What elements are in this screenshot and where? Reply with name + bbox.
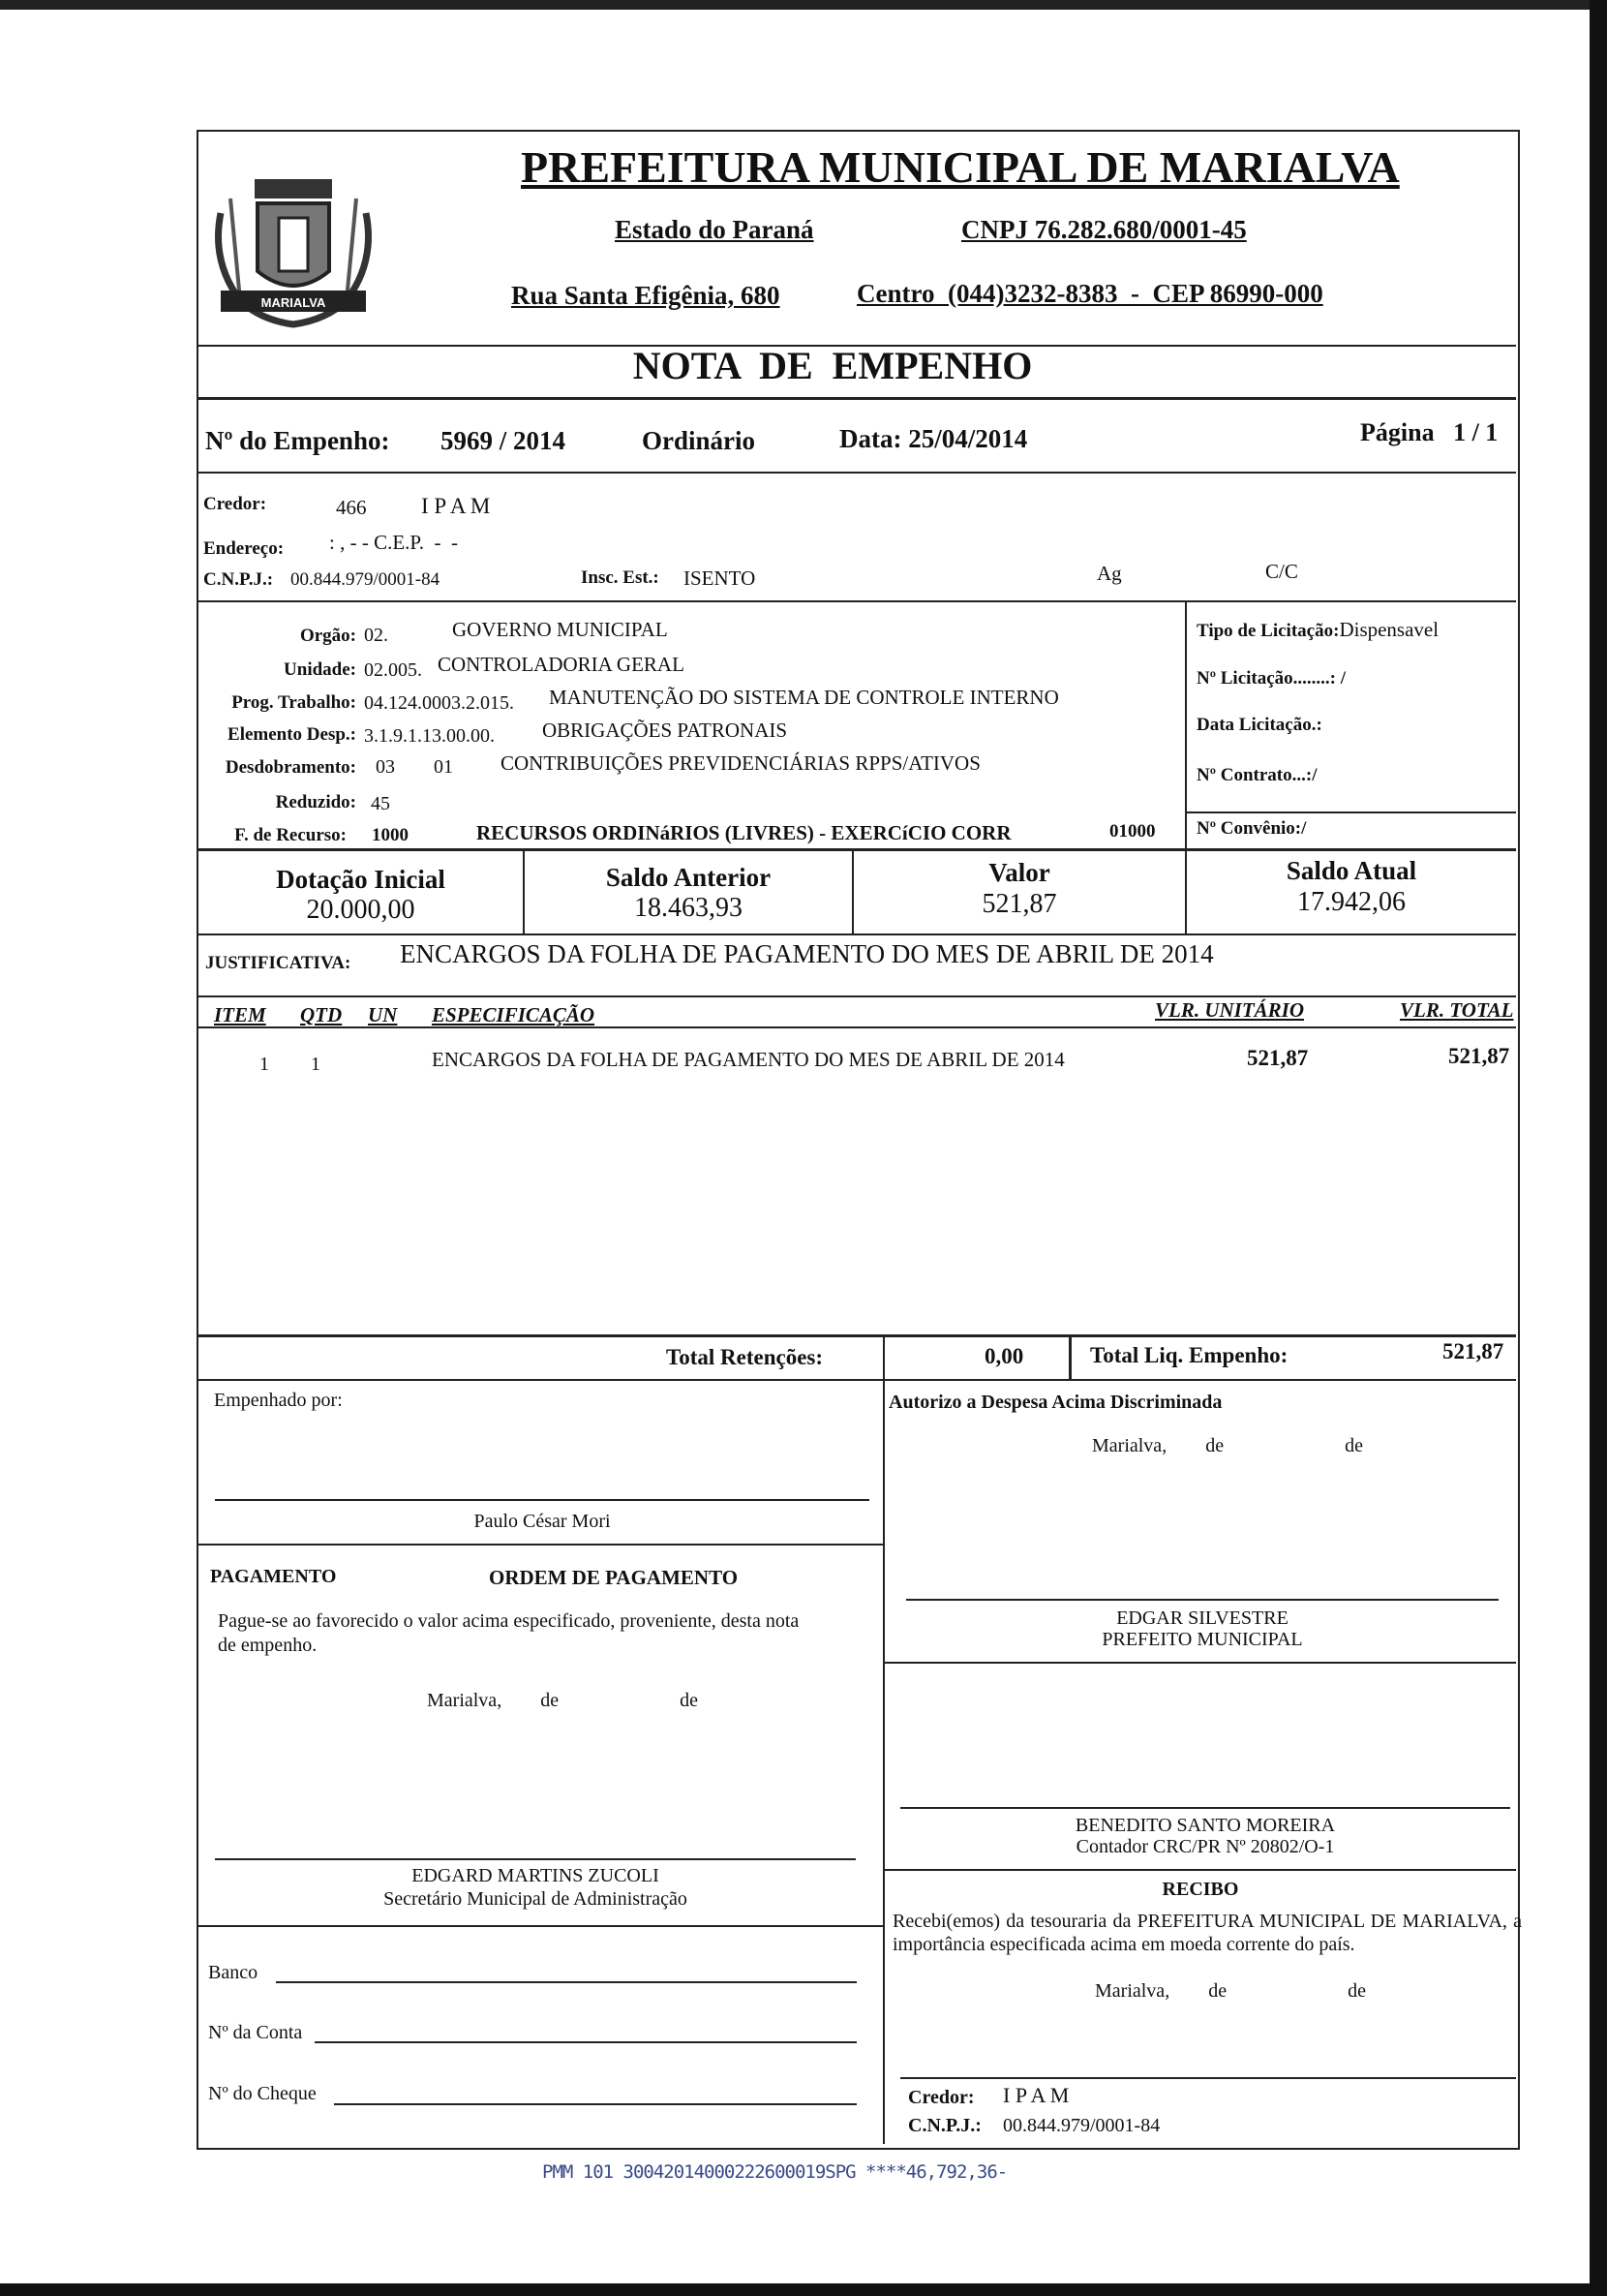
saldo-atual-label: Saldo Atual — [1286, 856, 1417, 885]
municipality-title: PREFEITURA MUNICIPAL DE MARIALVA — [521, 142, 1400, 192]
divider — [198, 397, 1516, 400]
total-retencoes-label: Total Retenções: — [666, 1345, 824, 1369]
secretario-name: EDGARD MARTINS ZUCOLI — [411, 1865, 659, 1886]
banco-field[interactable] — [276, 1981, 857, 1983]
orgao-desc: GOVERNO MUNICIPAL — [452, 618, 668, 641]
secretario-role: Secretário Municipal de Administração — [383, 1888, 687, 1910]
licitacao-inner-line — [1185, 811, 1516, 813]
recurso-number: 01000 — [1109, 821, 1156, 842]
cheque-label: Nº do Cheque — [208, 2083, 317, 2104]
recibo-credor-name: I P A M — [1003, 2083, 1070, 2107]
scan-edge-top — [0, 0, 1607, 10]
table-header-line — [198, 1026, 1516, 1028]
orgao-label: Orgão: — [299, 626, 356, 646]
prefeito-name: EDGAR SILVESTRE — [1116, 1607, 1289, 1629]
divider — [198, 995, 1516, 997]
ag-label: Ag — [1097, 562, 1122, 585]
prog-label: Prog. Trabalho: — [231, 692, 356, 713]
signature-line — [900, 2077, 1516, 2079]
unidade-desc: CONTROLADORIA GERAL — [438, 653, 684, 676]
recibo-cnpj-value: 00.844.979/0001-84 — [1003, 2115, 1161, 2136]
row-qtd: 1 — [311, 1054, 320, 1075]
unidade-label: Unidade: — [284, 659, 356, 680]
desdobramento-code1: 03 — [376, 756, 395, 778]
credor-label: Credor: — [203, 494, 267, 514]
page-number: Página 1 / 1 — [1360, 418, 1499, 446]
endereco-label: Endereço: — [203, 538, 285, 559]
divider — [198, 848, 1516, 851]
desdobramento-code2: 01 — [434, 756, 453, 778]
scan-edge-right — [1590, 0, 1607, 2296]
tipo-licitacao-label — [1197, 618, 1439, 642]
recibo-credor-label: Credor: — [908, 2087, 975, 2108]
bank-auth-stamp: PMM 101 30042014000222600019SPG ****46,792,36- — [542, 2161, 1008, 2183]
conta-field[interactable] — [315, 2041, 857, 2043]
row-spec: ENCARGOS DA FOLHA DE PAGAMENTO DO MES DE ABRIL DE 2014 — [432, 1048, 1065, 1071]
insc-label: Insc. Est.: — [581, 567, 659, 588]
row-total-value: 521,87 — [1448, 1044, 1510, 1068]
empenhado-name: Paulo César Mori — [473, 1511, 611, 1532]
recibo-title: RECIBO — [1162, 1879, 1239, 1900]
reduzido-label: Reduzido: — [275, 792, 356, 812]
saldo-atual-value: 17.942,06 — [1297, 887, 1406, 917]
cheque-field[interactable] — [334, 2103, 857, 2105]
recibo-place-date: Marialva, de de — [1095, 1980, 1366, 2002]
credor-address: : , - - C.E.P. - - — [329, 531, 458, 554]
recurso-code: 1000 — [372, 825, 409, 845]
credor-cnpj: 00.844.979/0001-84 — [290, 569, 440, 590]
empenho-number: 5969 / 2014 — [440, 426, 566, 455]
orgao-code: 02. — [364, 625, 388, 646]
col-qtd: QTD — [300, 1003, 343, 1026]
divider — [883, 1662, 1516, 1664]
address: Rua Santa Efigênia, 680 — [511, 281, 780, 310]
divider — [198, 1334, 1516, 1337]
reduzido-value: 45 — [371, 793, 390, 814]
valor-value: 521,87 — [982, 889, 1057, 919]
dotacao-value: 20.000,00 — [306, 895, 415, 925]
col-item: ITEM — [214, 1003, 266, 1026]
signature-line — [215, 1858, 856, 1860]
justificativa-text: ENCARGOS DA FOLHA DE PAGAMENTO DO MES DE ABRIL DE 2014 — [400, 939, 1214, 968]
totals-divider — [883, 1336, 885, 1381]
cnpj-label: C.N.P.J.: — [203, 569, 274, 590]
valor-label: Valor — [988, 858, 1050, 887]
cc-label: C/C — [1265, 560, 1298, 583]
autorizo-place-date: Marialva, de de — [1092, 1435, 1363, 1456]
recibo-cnpj-label: C.N.P.J.: — [908, 2115, 982, 2136]
numero-licitacao: Nº Licitação........: / — [1197, 668, 1347, 689]
divider — [198, 1379, 1516, 1381]
prefeito-role: PREFEITO MUNICIPAL — [1102, 1629, 1303, 1650]
col-un: UN — [368, 1003, 398, 1026]
desdobramento-desc: CONTRIBUIÇÕES PREVIDENCIÁRIAS RPPS/ATIVOS — [500, 751, 981, 775]
ordem-place-date: Marialva, de de — [427, 1690, 698, 1711]
numero-convenio: Nº Convênio:/ — [1197, 818, 1307, 839]
elemento-label: Elemento Desp.: — [227, 724, 356, 745]
elemento-code: 3.1.9.1.13.00.00. — [364, 725, 495, 747]
insc-value: ISENTO — [683, 566, 756, 590]
contador-role: Contador CRC/PR Nº 20802/O-1 — [1076, 1836, 1335, 1857]
tipo-licitacao-value: Dispensavel — [1339, 618, 1440, 641]
recibo-text: Recebi(emos) da tesouraria da PREFEITURA MUNICIPAL DE MARIALVA, a importância especificada acima em moeda corrente do país. — [893, 1911, 1522, 1955]
empenho-date: Data: 25/04/2014 — [839, 424, 1028, 453]
pague-se-text: Pague-se ao favorecido o valor acima especificado, proveniente, desta nota de empenho. — [218, 1610, 800, 1656]
signature-line — [900, 1807, 1510, 1809]
row-unit-value: 521,87 — [1247, 1046, 1309, 1070]
saldo-anterior-label: Saldo Anterior — [605, 863, 772, 892]
dotacao-label: Dotação Inicial — [276, 865, 445, 894]
divider — [198, 1544, 883, 1546]
conta-label: Nº da Conta — [208, 2022, 303, 2043]
ordem-pagamento-label: ORDEM DE PAGAMENTO — [489, 1566, 739, 1589]
col-especificacao: ESPECIFICAÇÃO — [432, 1003, 595, 1026]
data-licitacao: Data Licitação.: — [1197, 715, 1322, 735]
total-liquido-label: Total Liq. Empenho: — [1090, 1343, 1289, 1367]
signature-line — [215, 1499, 869, 1501]
prog-code: 04.124.0003.2.015. — [364, 692, 514, 714]
autorizo-label: Autorizo a Despesa Acima Discriminada — [889, 1392, 1223, 1413]
credor-name: I P A M — [421, 494, 491, 518]
saldo-anterior-value: 18.463,93 — [634, 893, 743, 923]
unidade-code: 02.005. — [364, 659, 422, 681]
pagamento-label: PAGAMENTO — [210, 1566, 337, 1587]
contador-name: BENEDITO SANTO MOREIRA — [1075, 1815, 1336, 1836]
credor-code: 466 — [336, 496, 367, 519]
tipo-licitacao-text: Tipo de Licitação: — [1197, 621, 1340, 641]
document-title: NOTA DE EMPENHO — [632, 344, 1033, 387]
state-name: Estado do Paraná — [615, 215, 814, 244]
scan-edge-bottom — [0, 2283, 1607, 2296]
center-divider — [883, 1379, 885, 2144]
crest-lettering: MARIALVA — [260, 295, 326, 310]
banco-label: Banco — [208, 1962, 258, 1983]
col-vlr-total: VLR. TOTAL — [1400, 998, 1514, 1022]
col-vlr-unitario: VLR. UNITÁRIO — [1155, 998, 1305, 1022]
municipality-cnpj: CNPJ 76.282.680/0001-45 — [961, 215, 1247, 244]
district-phone-cep: Centro (044)3232-8383 - CEP 86990-000 — [857, 279, 1323, 308]
total-liquido-value: 521,87 — [1442, 1339, 1504, 1363]
divider — [198, 1925, 883, 1927]
totals-divider — [1069, 1336, 1072, 1381]
divider — [198, 934, 1516, 935]
signature-line — [906, 1599, 1499, 1601]
recurso-desc: RECURSOS ORDINáRIOS (LIVRES) - EXERCíCIO CORR — [476, 821, 1012, 844]
recurso-label: F. de Recurso: — [234, 825, 347, 845]
empenho-type: Ordinário — [642, 426, 756, 455]
elemento-desc: OBRIGAÇÕES PATRONAIS — [542, 719, 788, 742]
desdobramento-label: Desdobramento: — [225, 757, 356, 778]
divider — [883, 1869, 1516, 1871]
total-retencoes-value: 0,00 — [985, 1344, 1024, 1368]
empenhado-label: Empenhado por: — [214, 1390, 343, 1411]
empenho-number-label: Nº do Empenho: — [205, 426, 390, 455]
numero-contrato: Nº Contrato...:/ — [1197, 765, 1318, 785]
municipal-crest — [201, 155, 385, 339]
prog-desc: MANUTENÇÃO DO SISTEMA DE CONTROLE INTERNO — [549, 686, 1059, 709]
row-item: 1 — [259, 1054, 269, 1075]
divider — [198, 600, 1516, 602]
justificativa-label: JUSTIFICATIVA: — [205, 953, 351, 973]
divider — [198, 472, 1516, 474]
